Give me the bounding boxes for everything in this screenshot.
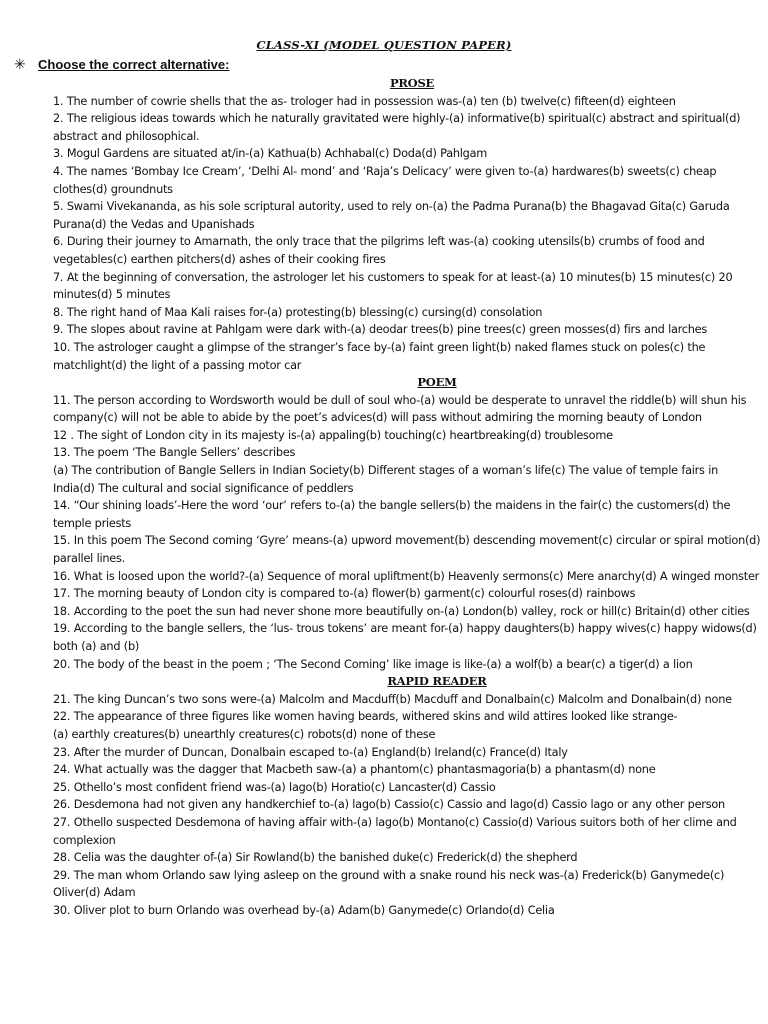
question-11: 11. The person according to Wordsworth would be dull of soul who-(a) would be desperate to unravel the riddle(b) will shun his company(c) will not be able to abide by the poet’s advices(d) will pass without admiring the morning beauty of London [53,393,747,425]
question-13: 13. The poem ‘The Bangle Sellers’ describes [53,446,296,460]
question-7: 7. At the beginning of conversation, the astrologer let his customers to speak for at least-(a) 10 minutes(b) 15 minutes(c) 20 minutes(d) 5 minutes [53,270,733,302]
question-30: 30. Oliver plot to burn Orlando was overhead by-(a) Adam(b) Ganymede(c) Orlando(d) Celia [53,903,555,917]
question-15: 15. In this poem The Second coming ‘Gyre’ means-(a) upword movement(b) descending movement(c) circular or spiral motion(d) parallel lines. [53,534,761,566]
question-23: 23. After the murder of Duncan, Donalbain escaped to-(a) England(b) Ireland(c) France(d) Italy [53,745,568,759]
question-27: 27. Othello suspected Desdemona of having affair with-(a) lago(b) Montano(c) Cassio(d) Various suitors both of her clime and complexion [53,815,737,847]
question-6: 6. During their journey to Amarnath, the only trace that the pilgrims left was-(a) cooking utensils(b) crumbs of food and vegetables(c) earthen pitchers(d) ashes of their cooking fires [53,235,705,266]
page-title: CLASS-XI (MODEL QUESTION PAPER) [256,38,512,52]
question-24: 24. What actually was the dagger that Macbeth saw-(a) a phantom(c) phantasmagoria(b) a phantasm(d) none [53,763,656,777]
instruction-line [14,56,229,73]
question-4: 4. The names ‘Bombay Ice Cream’, ‘Delhi Al- mond’ and ‘Raja’s Delicacy’ were given to-(a) hardwares(b) sweets(c) cheap clothes(d) groundnuts [53,164,717,196]
question-17: 17. The morning beauty of London city is compared to-(a) flower(b) garment(c) colourful roses(d) rainbows [53,587,636,601]
question-3: 3. Mogul Gardens are situated at/in-(a) Kathua(b) Achhabal(c) Doda(d) Pahlgam [53,147,488,161]
question-list [53,75,761,920]
question-29: 29. The man whom Orlando saw lying asleep on the ground with a snake round his neck was-(a) Frederick(b) Ganymede(c) Oliver(d) Adam [53,868,725,900]
section-heading-poem: POEM [417,375,457,390]
question-9: 9. The slopes about ravine at Pahlgam were dark with-(a) deodar trees(b) pine trees(c) green mosses(d) firs and larches [53,323,708,337]
question-28: 28. Celia was the daughter of-(a) Sir Rowland(b) the banished duke(c) Frederick(d) the shepherd [53,851,578,865]
question-1: 1. The number of cowrie shells that the as- trologer had in possession was-(a) ten (b) twelve(c) fifteen(d) eighteen [53,94,676,108]
question-22-options: (a) earthly creatures(b) unearthly creatures(c) robots(d) none of these [53,727,436,741]
question-5: 5. Swami Vivekananda, as his sole scriptural autority, used to rely on-(a) the Padma Purana(b) the Bhagavad Gita(c) Garuda Purana(d) the Vedas and Upanishads [53,200,730,231]
asterisk-bullet-icon: ✳ [14,56,26,72]
question-14: 14. “Our shining loads’-Here the word ‘our’ refers to-(a) the bangle sellers(b) the maidens in the fair(c) the customers(d) the temple priests [53,499,731,530]
question-20: 20. The body of the beast in the poem ; ‘The Second Coming’ like image is like-(a) a wolf(b) a bear(c) a tiger(d) a lion [53,657,693,671]
question-10: 10. The astrologer caught a glimpse of the stranger’s face by-(a) faint green light(b) naked flames stuck on poles(c) the matchlight(d) the light of a passing motor car [53,340,706,372]
instruction-text: Choose the correct alternative: [38,57,230,72]
question-8: 8. The right hand of Maa Kali raises for-(a) protesting(b) blessing(c) cursing(d) consolation [53,305,543,319]
question-21: 21. The king Duncan’s two sons were-(a) Malcolm and Macduff(b) Macduff and Donalbain(c) Malcolm and Donalbain(d) none [53,692,732,706]
section-heading-prose: PROSE [389,76,435,90]
question-25: 25. Othello’s most confident friend was-(a) lago(b) Horatio(c) Lancaster(d) Cassio [53,780,496,794]
question-18: 18. According to the poet the sun had never shone more beautifully on-(a) London(b) valley, rock or hill(c) Britain(d) other cities [53,604,750,618]
question-22: 22. The appearance of three figures like women having beards, withered skins and wild attires looked like strange- [53,710,678,724]
question-12: 12 . The sight of London city in its majesty is-(a) appaling(b) touching(c) heartbreaking(d) troublesome [53,428,613,442]
question-19: 19. According to the bangle sellers, the ‘lus- trous tokens’ are meant for-(a) happy daughters(b) happy wives(c) happy widows(d) both (a) and (b) [53,622,757,653]
question-26: 26. Desdemona had not given any handkerchief to-(a) lago(b) Cassio(c) Cassio and lago(d) Cassio lago or any other person [53,798,725,812]
section-heading-rapid-reader: RAPID READER [387,674,487,689]
question-16: 16. What is loosed upon the world?-(a) Sequence of moral upliftment(b) Heavenly sermons(c) Mere anarchy(d) A winged monster [53,569,760,583]
question-2: 2. The religious ideas towards which he naturally gravitated were highly-(a) informative(b) spiritual(c) abstract and spiritual(d) abstract and philosophical. [53,112,741,143]
question-13-options: (a) The contribution of Bangle Sellers in Indian Society(b) Different stages of a woman’s life(c) The value of temple fairs in India(d) The cultural and social significance of peddlers [53,464,719,495]
